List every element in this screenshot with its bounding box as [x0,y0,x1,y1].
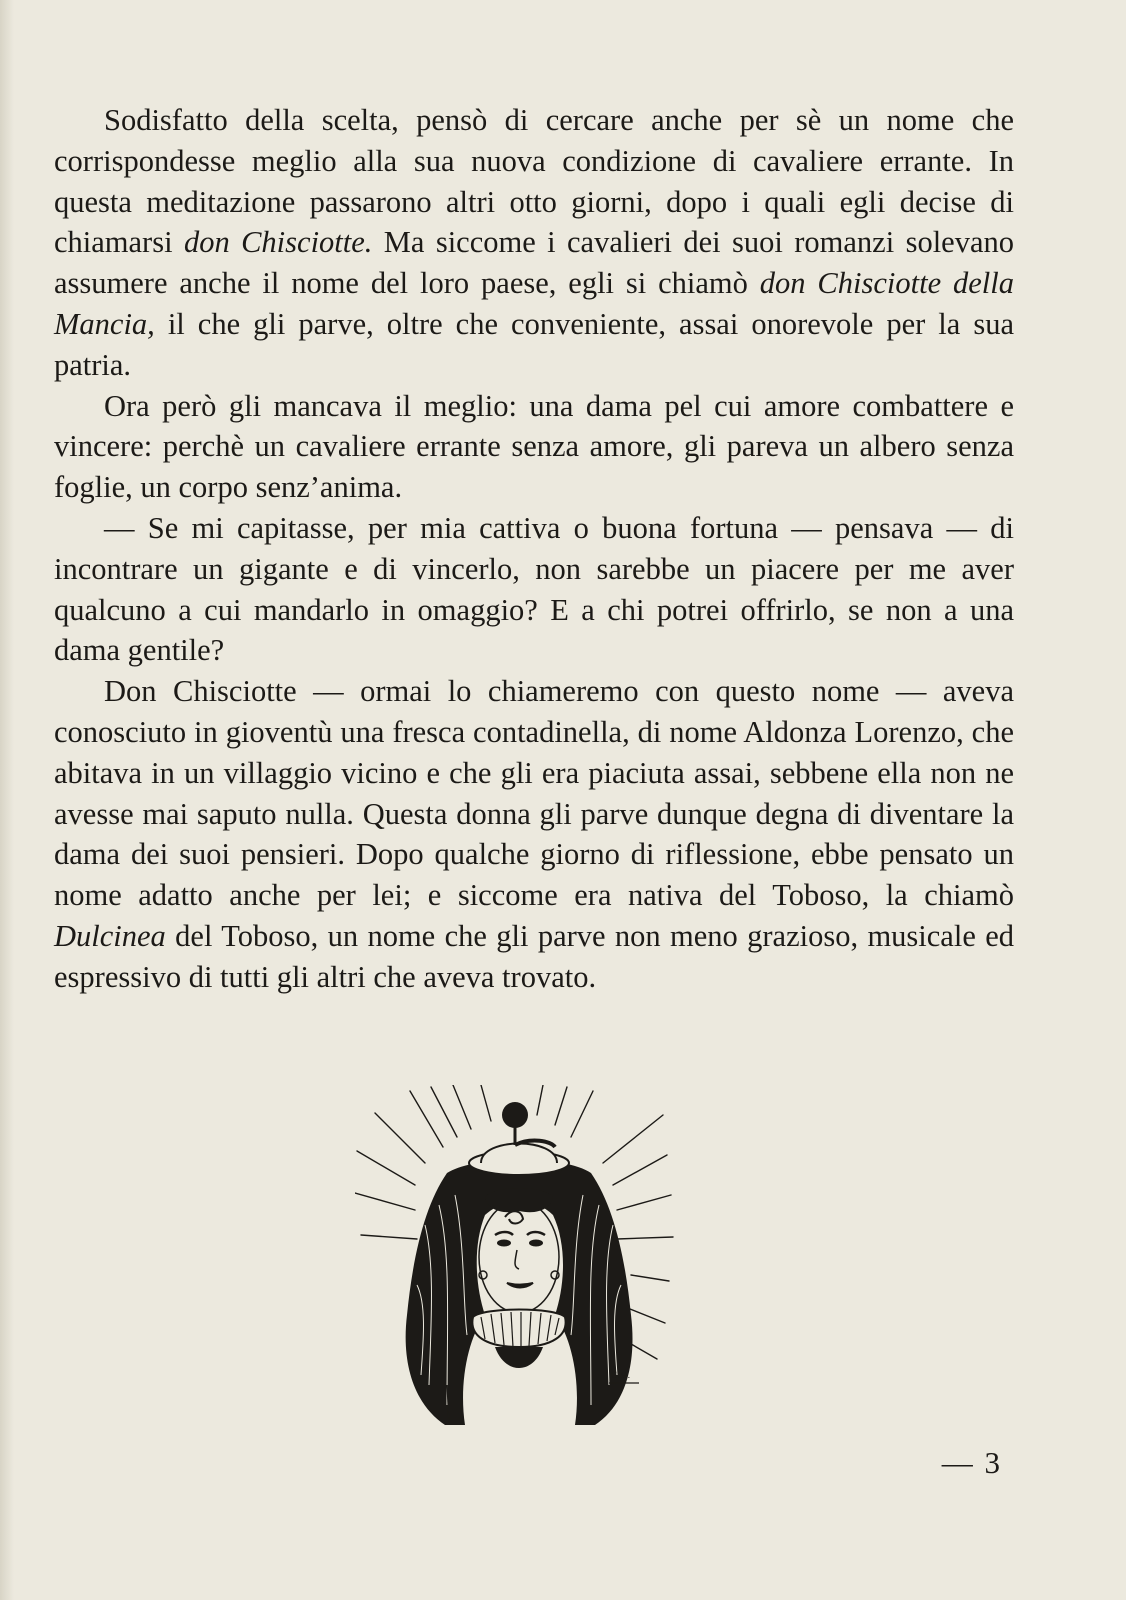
text-segment: Don Chisciotte — ormai lo chiameremo con questo nome — aveva conosciuto in gioventù una fresca contadinella, di nome Aldonza Lorenzo, che abitava in un villaggio vicino e che gli era piaciuta assai, sebbene ella non ne avesse mai saputo nulla. Questa donna gli parve dunque degna di diventare la dama dei suoi pensieri. Dopo qualche giorno di riflessione, ebbe pensato un nome adatto anche per lei; e siccome era nativa del Toboso, la chiamò [54,674,1014,913]
text-segment: Sodisfatto della scelta, pensò di cercare anche per sè un nome che corrispondesse meglio alla sua nuova condizione di cavaliere errante. In questa meditazione passarono altri otto giorni, dopo i quali egli decise di chiamarsi [54,103,1014,260]
dulcinea-portrait-illustration [355,1085,685,1430]
page-number: — 3 [941,1445,1002,1480]
paragraph [54,508,1014,671]
ruff-collar [472,1310,565,1348]
text-segment: — Se mi capitasse, per mia cattiva o buona fortuna — pensava — di incontrare un gigante e di vincerlo, non sarebbe un piacere per me aver qualcuno a cui mandarlo in omaggio? E a chi potrei offrirlo, se non a una dama gentile? [54,510,1014,668]
face [479,1201,559,1313]
paragraph [54,386,1014,508]
hat-crown [481,1144,557,1164]
text-segment: Ora però gli mancava il meglio: una dama pel cui amore combattere e vincere: perchè un cavaliere errante senza amore, gli pareva un albero senza foglie, un corpo senz’anima. [54,388,1014,505]
body-text [54,100,1014,998]
page-edge-shadow [0,0,14,1600]
text-segment: il che gli parve, oltre che conveniente, assai onorevole per la sua patria. [54,306,1014,382]
artist-monogram: G.M. [611,1370,631,1380]
italic-text-segment: don Chisciotte della Mancia, [54,266,1014,341]
paragraph [54,100,1014,386]
text-segment: Ma siccome i cavalieri dei suoi romanzi solevano assumere anche il nome del loro paese, egli si chiamò [54,225,1014,301]
italic-text-segment: don Chisciotte. [183,225,373,260]
hat-pompom [502,1102,528,1128]
italic-text-segment: Dulcinea [54,918,166,953]
paragraph [54,671,1014,997]
text-segment: del Toboso, un nome che gli parve non meno grazioso, musicale ed espressivo di tutti gli altri che aveva trovato. [54,918,1014,994]
